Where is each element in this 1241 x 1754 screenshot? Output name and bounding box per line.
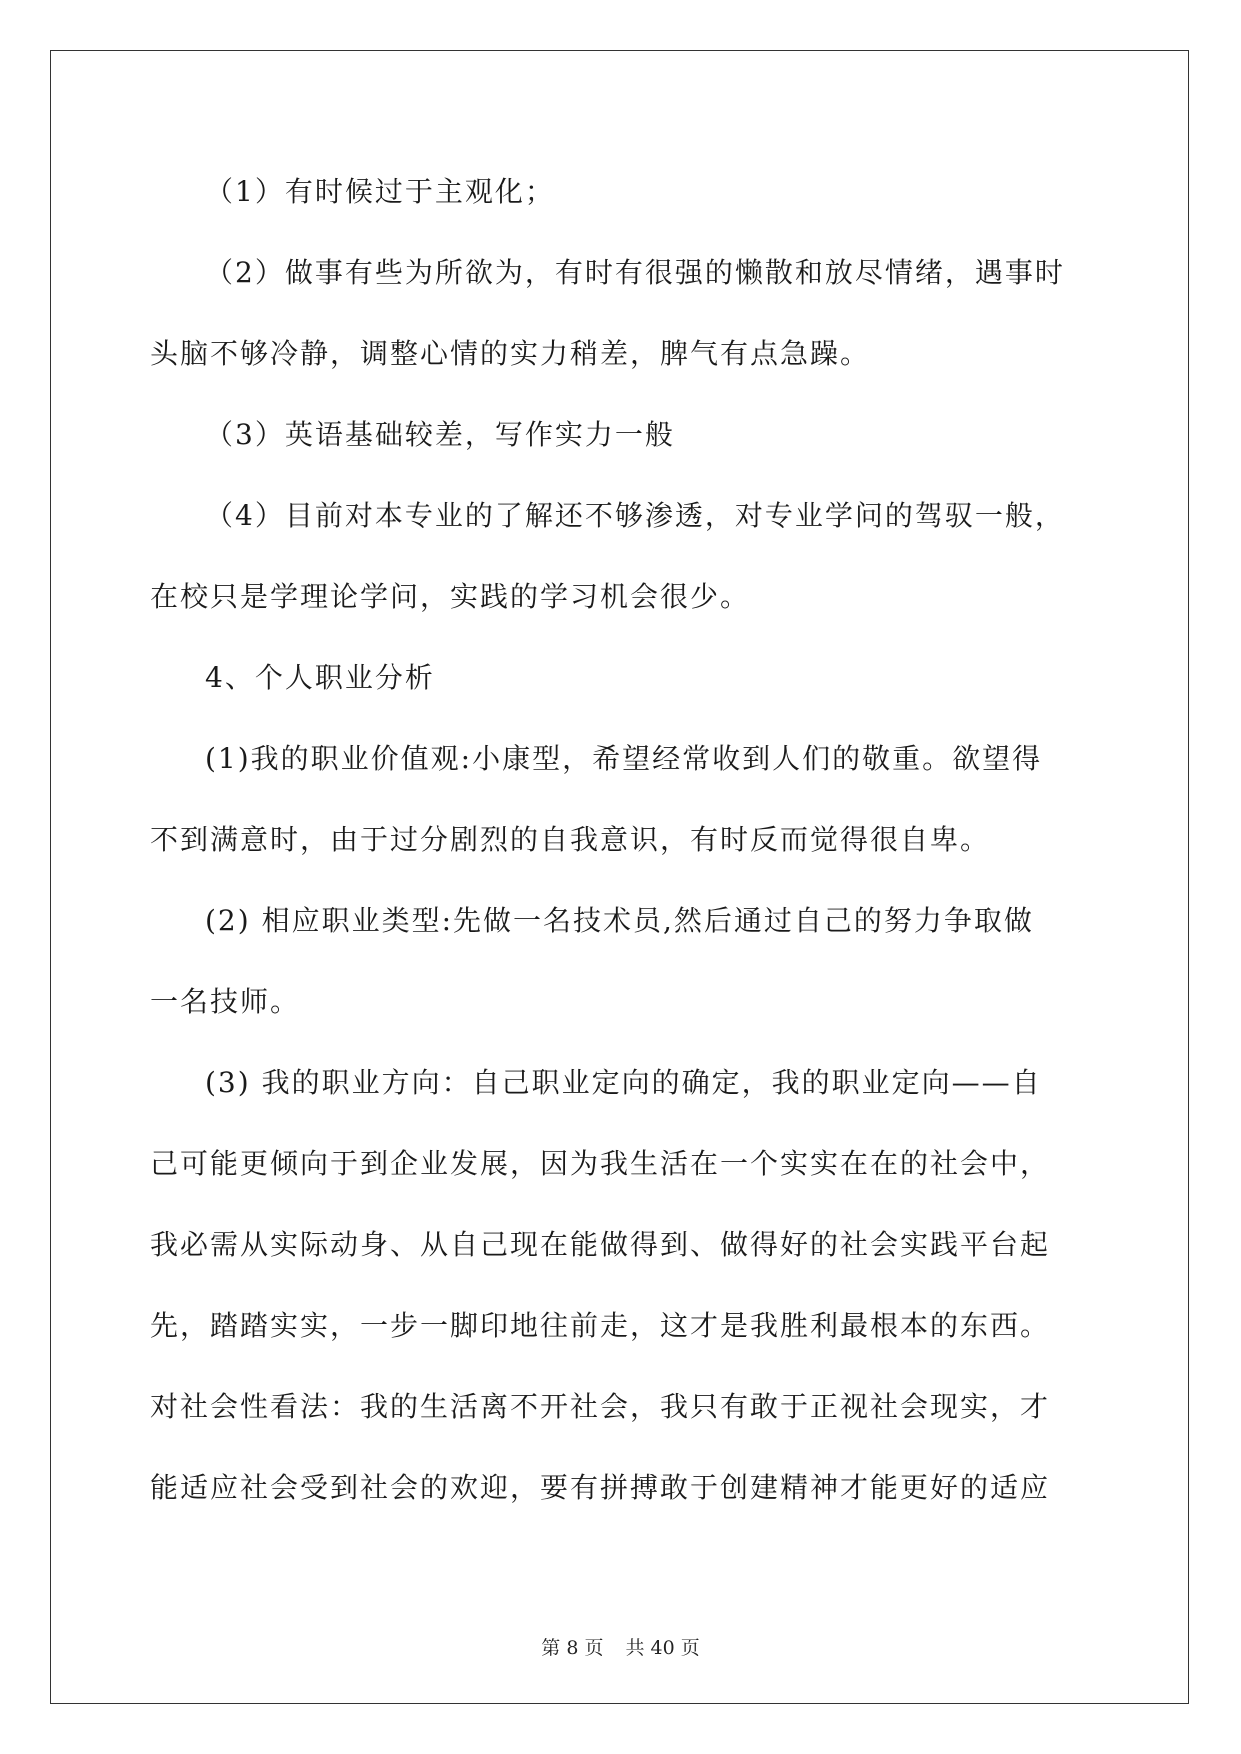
paragraph-line: (3) 我的职业方向：自己职业定向的确定，我的职业定向——自 xyxy=(205,1066,1042,1099)
paragraph-line: 不到满意时，由于过分剧烈的自我意识，有时反而觉得很自卑。 xyxy=(150,823,991,856)
paragraph-line: 能适应社会受到社会的欢迎，要有拼搏敢于创建精神才能更好的适应 xyxy=(150,1471,1051,1504)
paragraph-line: (2) 相应职业类型:先做一名技术员,然后通过自己的努力争取做 xyxy=(205,904,1034,937)
paragraph-line: 一名技师。 xyxy=(150,985,301,1018)
paragraph-line: 先，踏踏实实，一步一脚印地往前走，这才是我胜利最根本的东西。 xyxy=(150,1309,1051,1342)
paragraph-line: 头脑不够冷静，调整心情的实力稍差，脾气有点急躁。 xyxy=(150,337,871,370)
section-heading: 4、个人职业分析 xyxy=(205,661,435,694)
paragraph-line: （4）目前对本专业的了解还不够渗透，对专业学问的驾驭一般， xyxy=(205,499,1065,532)
paragraph-line: 己可能更倾向于到企业发展，因为我生活在一个实实在在的社会中， xyxy=(150,1147,1051,1180)
paragraph-line: 对社会性看法：我的生活离不开社会，我只有敢于正视社会现实，才 xyxy=(150,1390,1051,1423)
page-border xyxy=(50,50,1189,1704)
paragraph-line: （1）有时候过于主观化； xyxy=(205,175,555,208)
paragraph-line: 我必需从实际动身、从自己现在能做得到、做得好的社会实践平台起 xyxy=(150,1228,1051,1261)
paragraph-line: （3）英语基础较差，写作实力一般 xyxy=(205,418,675,451)
paragraph-line: （2）做事有些为所欲为，有时有很强的懒散和放尽情绪，遇事时 xyxy=(205,256,1065,289)
page-number: 第 8 页 xyxy=(541,1637,604,1659)
page-total: 共 40 页 xyxy=(625,1637,700,1659)
paragraph-line: (1)我的职业价值观:小康型，希望经常收到人们的敬重。欲望得 xyxy=(205,742,1043,775)
paragraph-line: 在校只是学理论学问，实践的学习机会很少。 xyxy=(150,580,751,613)
page-footer xyxy=(0,1636,1241,1660)
